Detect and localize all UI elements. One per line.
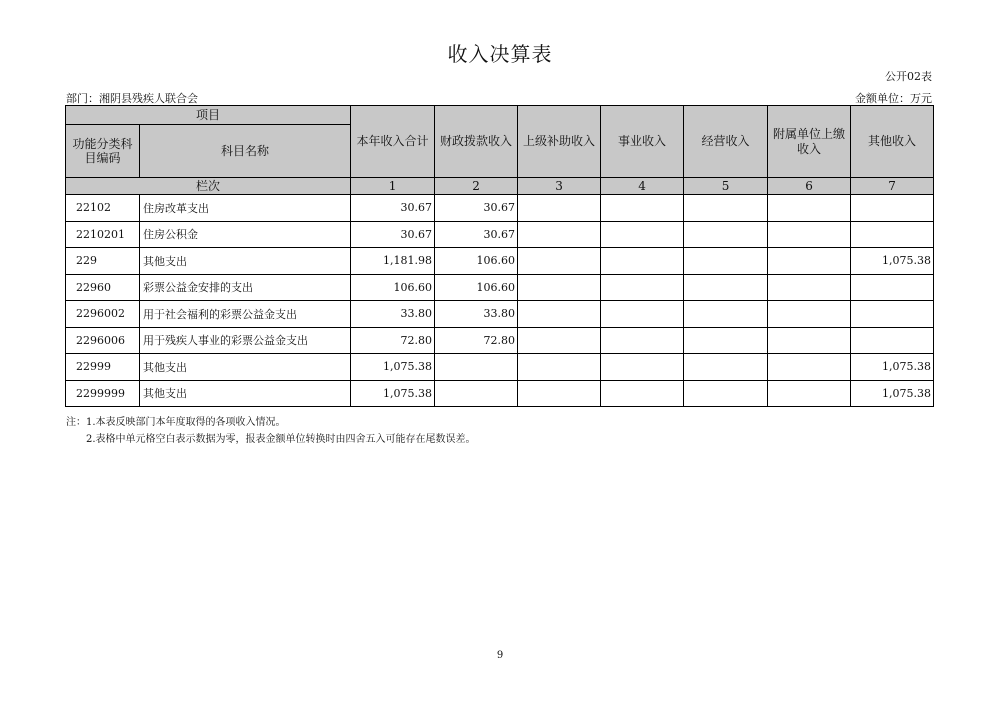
cell-code: 22102 (66, 195, 140, 222)
cell-name: 其他支出 (140, 380, 351, 407)
cell-total: 72.80 (351, 327, 435, 354)
table-row (66, 248, 934, 275)
header-name: 科目名称 (140, 125, 351, 178)
cell-affiliated (768, 380, 851, 407)
cell-business (601, 195, 684, 222)
cell-business (601, 274, 684, 301)
cell-total: 1,075.38 (351, 380, 435, 407)
cell-business (601, 301, 684, 328)
table-row (66, 327, 934, 354)
cell-total: 1,075.38 (351, 354, 435, 381)
cell-affiliated (768, 354, 851, 381)
cell-affiliated (768, 327, 851, 354)
cell-total: 30.67 (351, 221, 435, 248)
cell-total: 33.80 (351, 301, 435, 328)
table-row (66, 354, 934, 381)
cell-superior (518, 327, 601, 354)
cell-superior (518, 274, 601, 301)
cell-operating (684, 301, 768, 328)
table-row (66, 195, 934, 222)
header-col-1: 本年收入合计 (351, 106, 435, 178)
table-row (66, 221, 934, 248)
cell-superior (518, 301, 601, 328)
cell-business (601, 380, 684, 407)
cell-fiscal: 33.80 (435, 301, 518, 328)
cell-fiscal (435, 354, 518, 381)
cell-other: 1,075.38 (851, 354, 934, 381)
col-num-6: 6 (768, 178, 851, 195)
cell-name: 住房公积金 (140, 221, 351, 248)
cell-operating (684, 248, 768, 275)
col-num-4: 4 (601, 178, 684, 195)
cell-code: 2210201 (66, 221, 140, 248)
header-code: 功能分类科目编码 (66, 125, 140, 178)
cell-other (851, 301, 934, 328)
cell-affiliated (768, 274, 851, 301)
cell-name: 用于社会福利的彩票公益金支出 (140, 301, 351, 328)
col-num-1: 1 (351, 178, 435, 195)
header-row-item (66, 106, 934, 125)
cell-business (601, 248, 684, 275)
cell-other: 1,075.38 (851, 248, 934, 275)
header-item: 项目 (66, 106, 351, 125)
cell-superior (518, 248, 601, 275)
notes (66, 414, 476, 448)
col-num-3: 3 (518, 178, 601, 195)
cell-superior (518, 221, 601, 248)
cell-fiscal: 106.60 (435, 248, 518, 275)
cell-total: 1,181.98 (351, 248, 435, 275)
cell-affiliated (768, 248, 851, 275)
table-row (66, 301, 934, 328)
cell-total: 30.67 (351, 195, 435, 222)
table-row (66, 274, 934, 301)
cell-code: 2296006 (66, 327, 140, 354)
cell-superior (518, 195, 601, 222)
col-num-7: 7 (851, 178, 934, 195)
cell-business (601, 327, 684, 354)
header-col-6: 附属单位上缴收入 (768, 106, 851, 178)
cell-fiscal: 30.67 (435, 195, 518, 222)
page-title: 收入决算表 (447, 42, 553, 66)
cell-operating (684, 274, 768, 301)
cell-name: 用于残疾人事业的彩票公益金支出 (140, 327, 351, 354)
note-2: 2.表格中单元格空白表示数据为零，报表金额单位转换时由四舍五入可能存在尾数误差。 (86, 434, 476, 445)
header-col-7: 其他收入 (851, 106, 934, 178)
cell-fiscal (435, 380, 518, 407)
cell-other: 1,075.38 (851, 380, 934, 407)
cell-operating (684, 327, 768, 354)
cell-other (851, 195, 934, 222)
cell-superior (518, 380, 601, 407)
cell-code: 229 (66, 248, 140, 275)
page-number: 9 (496, 650, 504, 661)
cell-affiliated (768, 301, 851, 328)
cell-code: 2299999 (66, 380, 140, 407)
cell-fiscal: 30.67 (435, 221, 518, 248)
header-col-2: 财政拨款收入 (435, 106, 518, 178)
cell-other (851, 327, 934, 354)
cell-operating (684, 380, 768, 407)
cell-affiliated (768, 221, 851, 248)
cell-name: 彩票公益金安排的支出 (140, 274, 351, 301)
cell-superior (518, 354, 601, 381)
cell-fiscal: 72.80 (435, 327, 518, 354)
header-col-4: 事业收入 (601, 106, 684, 178)
cell-code: 22999 (66, 354, 140, 381)
cell-total: 106.60 (351, 274, 435, 301)
header-row-index (66, 178, 934, 195)
cell-operating (684, 195, 768, 222)
header-col-5: 经营收入 (684, 106, 768, 178)
col-num-2: 2 (435, 178, 518, 195)
cell-fiscal: 106.60 (435, 274, 518, 301)
cell-code: 22960 (66, 274, 140, 301)
header-row-index-label: 栏次 (66, 178, 351, 195)
cell-business (601, 354, 684, 381)
cell-name: 其他支出 (140, 248, 351, 275)
table-row (66, 380, 934, 407)
cell-name: 其他支出 (140, 354, 351, 381)
col-num-5: 5 (684, 178, 768, 195)
cell-code: 2296002 (66, 301, 140, 328)
cell-name: 住房改革支出 (140, 195, 351, 222)
cell-operating (684, 221, 768, 248)
cell-operating (684, 354, 768, 381)
table-number: 公开02表 (885, 70, 932, 83)
cell-other (851, 221, 934, 248)
note-1: 注：1.本表反映部门本年度取得的各项收入情况。 (66, 417, 286, 428)
cell-other (851, 274, 934, 301)
cell-affiliated (768, 195, 851, 222)
header-col-3: 上级补助收入 (518, 106, 601, 178)
cell-business (601, 221, 684, 248)
amount-unit-label: 金额单位：万元 (855, 92, 932, 105)
department-label: 部门：湘阴县残疾人联合会 (66, 92, 198, 105)
income-table (65, 105, 934, 407)
